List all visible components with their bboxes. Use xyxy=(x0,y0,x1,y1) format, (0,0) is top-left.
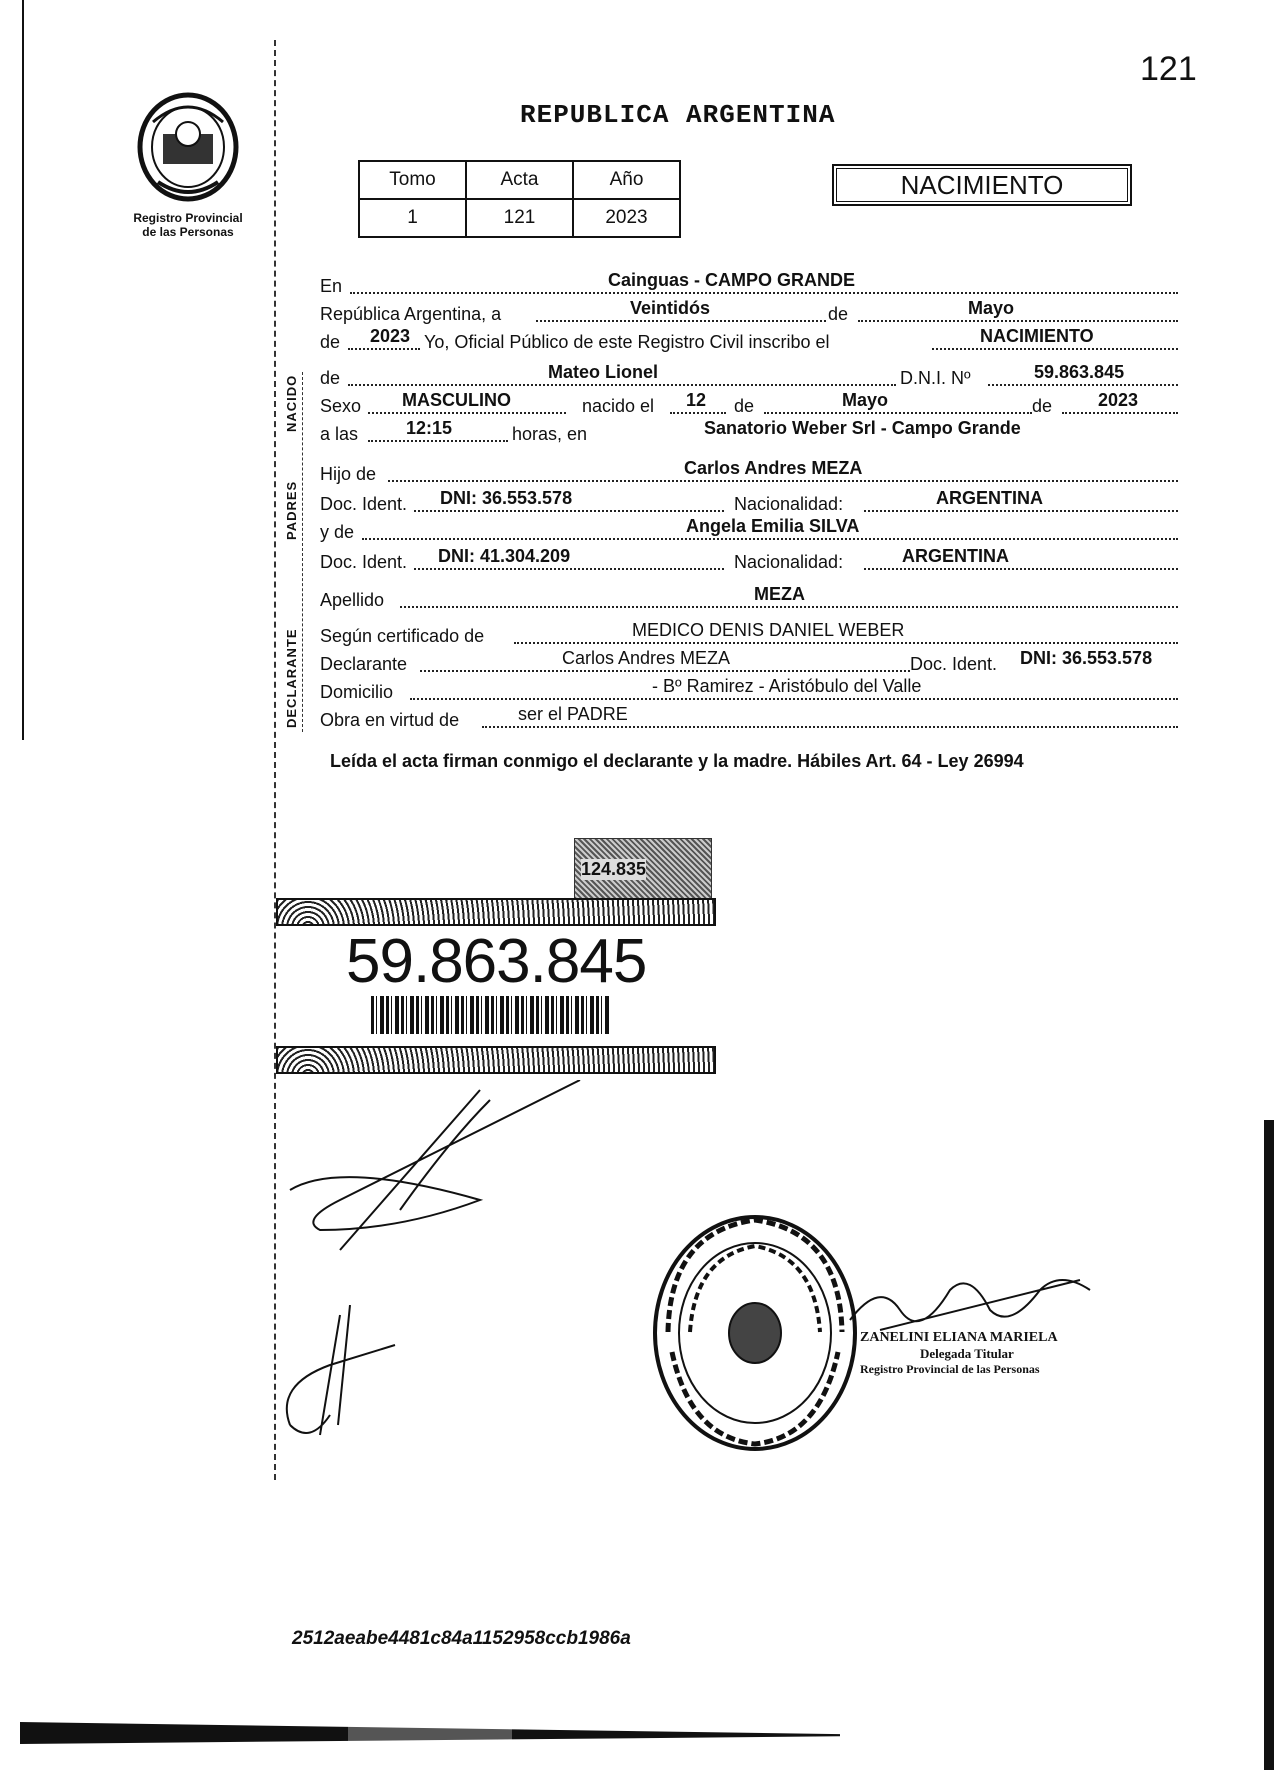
official-stamp xyxy=(650,1212,860,1454)
label-en: En xyxy=(320,276,343,296)
row-name xyxy=(320,362,1178,388)
value-year: 2023 xyxy=(370,326,411,346)
dots-surname xyxy=(400,606,1178,608)
side-label-nacido: NACIDO xyxy=(284,374,299,432)
label-a-las: a las xyxy=(320,424,359,444)
value-surname: MEZA xyxy=(754,584,805,604)
row-mother xyxy=(320,516,1178,542)
value-day-text: Veintidós xyxy=(630,298,711,318)
label-republica: República Argentina, a xyxy=(320,304,502,324)
row-place xyxy=(320,270,1178,296)
value-birth-month: Mayo xyxy=(842,390,889,410)
label-apellido: Apellido xyxy=(320,590,385,610)
dots-place xyxy=(350,292,1178,294)
value-father-nat: ARGENTINA xyxy=(936,488,1043,508)
document-title: REPUBLICA ARGENTINA xyxy=(520,100,836,130)
dots-month xyxy=(858,320,1178,322)
value-declarant: Carlos Andres MEZA xyxy=(562,648,731,668)
closing-statement: Leída el acta firman conmigo el declarante y la madre. Hábiles Art. 64 - Ley 26994 xyxy=(330,751,1024,771)
acta-value-tomo: 1 xyxy=(359,199,466,237)
registrar-name: ZANELINI ELIANA MARIELA xyxy=(860,1330,1058,1345)
act-type-box: NACIMIENTO xyxy=(832,164,1132,206)
value-address: - Bº Ramirez - Aristóbulo del Valle xyxy=(652,676,922,696)
label-sexo: Sexo xyxy=(320,396,362,416)
row-surname xyxy=(320,584,1178,610)
acta-header-anio: Año xyxy=(573,161,680,199)
dots-birth-year xyxy=(1062,412,1178,414)
bottom-scan-strip xyxy=(20,1722,840,1744)
acta-value-acta: 121 xyxy=(466,199,573,237)
label-de-birth-year: de xyxy=(1032,396,1053,416)
value-act: NACIMIENTO xyxy=(980,326,1094,346)
label-nat-mother: Nacionalidad: xyxy=(734,552,844,572)
dots-father-nat xyxy=(864,510,1178,512)
page-number: 121 xyxy=(1140,50,1197,88)
value-mother-doc: DNI: 41.304.209 xyxy=(438,546,571,566)
value-birth-year: 2023 xyxy=(1098,390,1139,410)
row-father-doc xyxy=(320,488,1178,514)
value-declarant-doc: DNI: 36.553.578 xyxy=(1020,648,1153,668)
row-capacity xyxy=(320,704,1178,730)
value-dni: 59.863.845 xyxy=(1034,362,1125,382)
value-birth-day: 12 xyxy=(686,390,707,410)
right-edge-shadow xyxy=(1264,1120,1274,1770)
value-sex: MASCULINO xyxy=(402,390,511,410)
dots-declarant xyxy=(420,670,910,672)
dots-sex xyxy=(368,412,566,414)
row-declarant xyxy=(320,648,1178,674)
label-de-month: de xyxy=(828,304,849,324)
row-time-place xyxy=(320,418,1178,444)
document-hash: 2512aeabe4481c84a1152958ccb1986a xyxy=(292,1628,631,1649)
dots-address xyxy=(410,698,1178,700)
dots-certificate xyxy=(514,642,1178,644)
value-place: Cainguas - CAMPO GRANDE xyxy=(608,270,856,290)
value-mother: Angela Emilia SILVA xyxy=(686,516,860,536)
label-de-birth-month: de xyxy=(734,396,755,416)
label-segun: Según certificado de xyxy=(320,626,485,646)
section-divider xyxy=(302,372,303,732)
registrar-office: Registro Provincial de las Personas xyxy=(860,1362,1040,1376)
label-dni: D.N.I. Nº xyxy=(900,368,971,388)
label-doc-declarant: Doc. Ident. xyxy=(910,654,998,674)
dots-father-doc xyxy=(414,510,724,512)
label-y-de: y de xyxy=(320,522,355,542)
barcode-pattern-top xyxy=(276,898,716,926)
dots-mother-nat xyxy=(864,568,1178,570)
barcode-top-tab xyxy=(574,838,712,900)
label-nacido-el: nacido el xyxy=(582,396,655,416)
row-sex xyxy=(320,390,1178,416)
acta-header-acta: Acta xyxy=(466,161,573,199)
value-month-text: Mayo xyxy=(968,298,1015,318)
registrar-role: Delegada Titular xyxy=(920,1346,1014,1361)
label-obra: Obra en virtud de xyxy=(320,710,460,730)
barcode-bars xyxy=(371,996,611,1034)
barcode-number: 59.863.845 xyxy=(346,927,647,996)
province-crest-icon xyxy=(133,92,243,202)
binding-dash-line xyxy=(274,40,276,1480)
dots-mother xyxy=(362,538,1178,540)
label-de-name: de xyxy=(320,368,341,388)
value-certificate: MEDICO DENIS DANIEL WEBER xyxy=(632,620,905,640)
row-date xyxy=(320,298,1178,324)
value-mother-nat: ARGENTINA xyxy=(902,546,1009,566)
dots-birth-day xyxy=(670,412,726,414)
label-doc-mother: Doc. Ident. xyxy=(320,552,408,572)
label-declarante: Declarante xyxy=(320,654,408,674)
label-doc-father: Doc. Ident. xyxy=(320,494,408,514)
row-father xyxy=(320,458,1178,484)
registrar-caption xyxy=(860,1330,1100,1377)
acta-value-anio: 2023 xyxy=(573,199,680,237)
acta-value-row xyxy=(359,199,680,237)
dots-mother-doc xyxy=(414,568,724,570)
row-certificate xyxy=(320,620,1178,646)
acta-header-row xyxy=(359,161,680,199)
dots-year xyxy=(348,348,420,350)
value-father: Carlos Andres MEZA xyxy=(684,458,863,478)
value-father-doc: DNI: 36.553.578 xyxy=(440,488,573,508)
value-birth-place: Sanatorio Weber Srl - Campo Grande xyxy=(704,418,1021,438)
value-time: 12:15 xyxy=(406,418,453,438)
dots-day xyxy=(536,320,826,322)
value-name: Mateo Lionel xyxy=(548,362,659,382)
acta-header-tomo: Tomo xyxy=(359,161,466,199)
dots-dni xyxy=(988,384,1178,386)
label-domicilio: Domicilio xyxy=(320,682,394,702)
dots-capacity xyxy=(482,726,1178,728)
value-capacity: ser el PADRE xyxy=(518,704,628,724)
dots-name xyxy=(348,384,896,386)
row-mother-doc xyxy=(320,546,1178,572)
label-horas-en: horas, en xyxy=(512,424,588,444)
label-hijo-de: Hijo de xyxy=(320,464,377,484)
label-de-year: de xyxy=(320,332,341,352)
dots-birth-month xyxy=(764,412,1032,414)
logo-caption: Registro Provincial de las Personas xyxy=(133,211,243,239)
left-margin-line xyxy=(22,0,24,740)
acta-table xyxy=(358,160,681,238)
barcode-label xyxy=(276,838,716,1074)
row-address xyxy=(320,676,1178,702)
registry-logo xyxy=(118,92,258,239)
dots-father xyxy=(388,480,1178,482)
dots-time xyxy=(368,440,508,442)
label-nat-father: Nacionalidad: xyxy=(734,494,844,514)
barcode-top-code: 124.835 xyxy=(581,859,647,879)
side-label-declarante: DECLARANTE xyxy=(284,628,299,728)
declarant-signature xyxy=(280,1080,640,1260)
label-yo: Yo, Oficial Público de este Registro Civil inscribo el xyxy=(424,332,830,352)
dots-act xyxy=(932,348,1178,350)
mother-signature xyxy=(270,1305,410,1445)
barcode-pattern-bottom xyxy=(276,1046,716,1074)
side-label-padres: PADRES xyxy=(284,480,299,540)
row-year-act xyxy=(320,326,1178,352)
